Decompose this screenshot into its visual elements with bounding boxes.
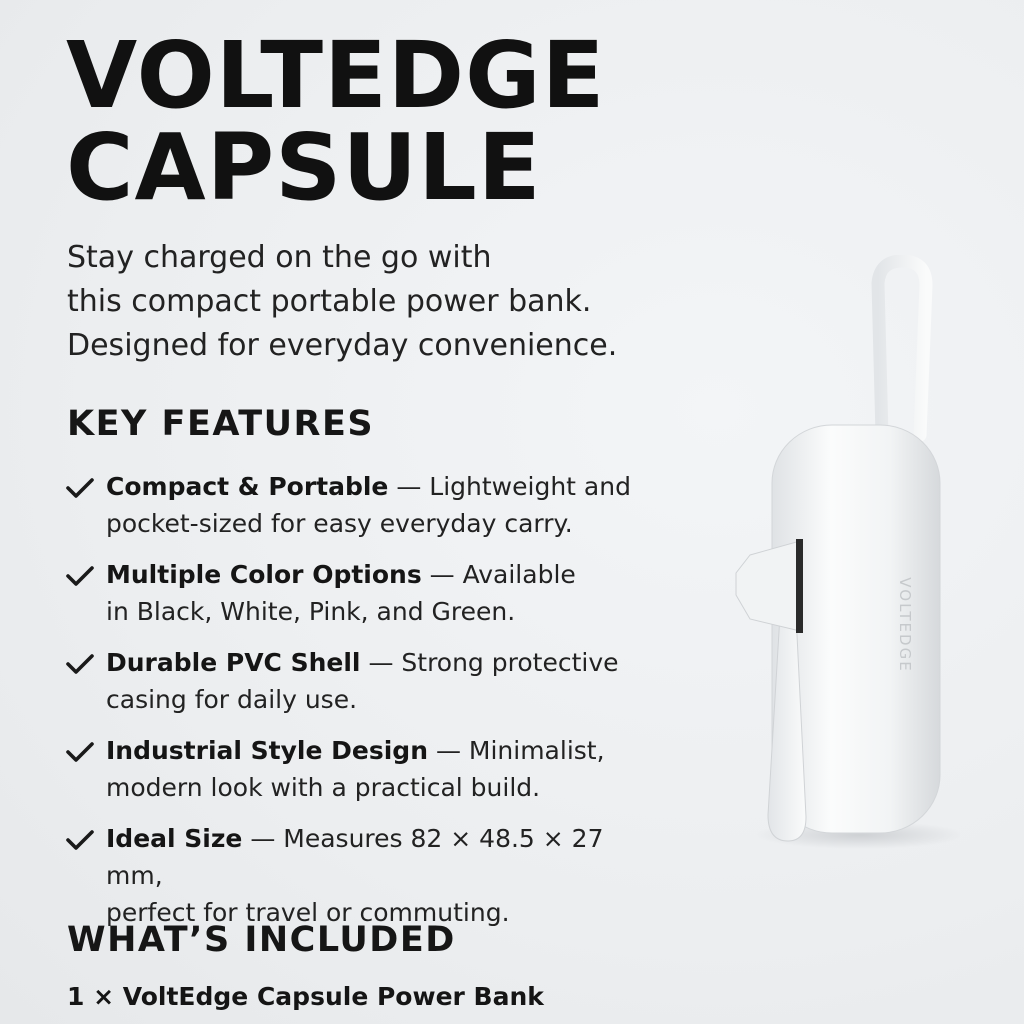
check-icon [66,477,94,499]
feature-item [66,468,666,542]
device-engraving: VOLTEDGE [896,577,914,673]
intro-line-2: this compact portable power bank. [67,284,592,319]
feature-desc-line-1: — Minimalist, [428,736,605,765]
check-icon [66,741,94,763]
feature-desc-line-1: — Available [421,560,576,589]
feature-name: Durable PVC Shell [106,648,361,677]
feature-desc-line-1: — Measures 82 × 48.5 × 27 mm, [106,824,604,890]
feature-item [66,644,666,718]
feature-name: Industrial Style Design [106,736,428,765]
included-item: 1 × VoltEdge Capsule Power Bank [67,982,544,1011]
connector-port [796,539,803,633]
feature-name: Compact & Portable [106,472,389,501]
product-title [66,22,606,221]
feature-desc-line-1: — Lightweight and [388,472,631,501]
intro-line-3: Designed for everyday convenience. [67,328,618,363]
feature-desc-line-1: — Strong protective [360,648,619,677]
feature-desc-line-2: in Black, White, Pink, and Green. [106,597,516,626]
feature-desc-line-2: casing for daily use. [106,685,358,714]
feature-name: Multiple Color Options [106,560,422,589]
check-icon [66,829,94,851]
intro-paragraph [67,236,687,368]
power-bank-image [720,255,960,855]
feature-item [66,732,666,806]
feature-item [66,556,666,630]
check-icon [66,653,94,675]
title-line-2: CAPSULE [66,114,542,221]
check-icon [66,565,94,587]
feature-name: Ideal Size [106,824,243,853]
title-line-1: VOLTEDGE [66,22,606,129]
feature-desc-line-2: pocket-sized for easy everyday carry. [106,509,573,538]
feature-desc-line-2: perfect for travel or commuting. [106,898,510,927]
lanyard-loop [878,261,926,435]
feature-desc-line-2: modern look with a practical build. [106,773,541,802]
connector-tip [736,541,800,631]
intro-line-1: Stay charged on the go with [67,240,492,275]
whats-included-heading: WHAT’S INCLUDED [67,920,456,960]
feature-list [66,468,666,945]
feature-item [66,820,666,931]
key-features-heading: KEY FEATURES [67,404,375,444]
